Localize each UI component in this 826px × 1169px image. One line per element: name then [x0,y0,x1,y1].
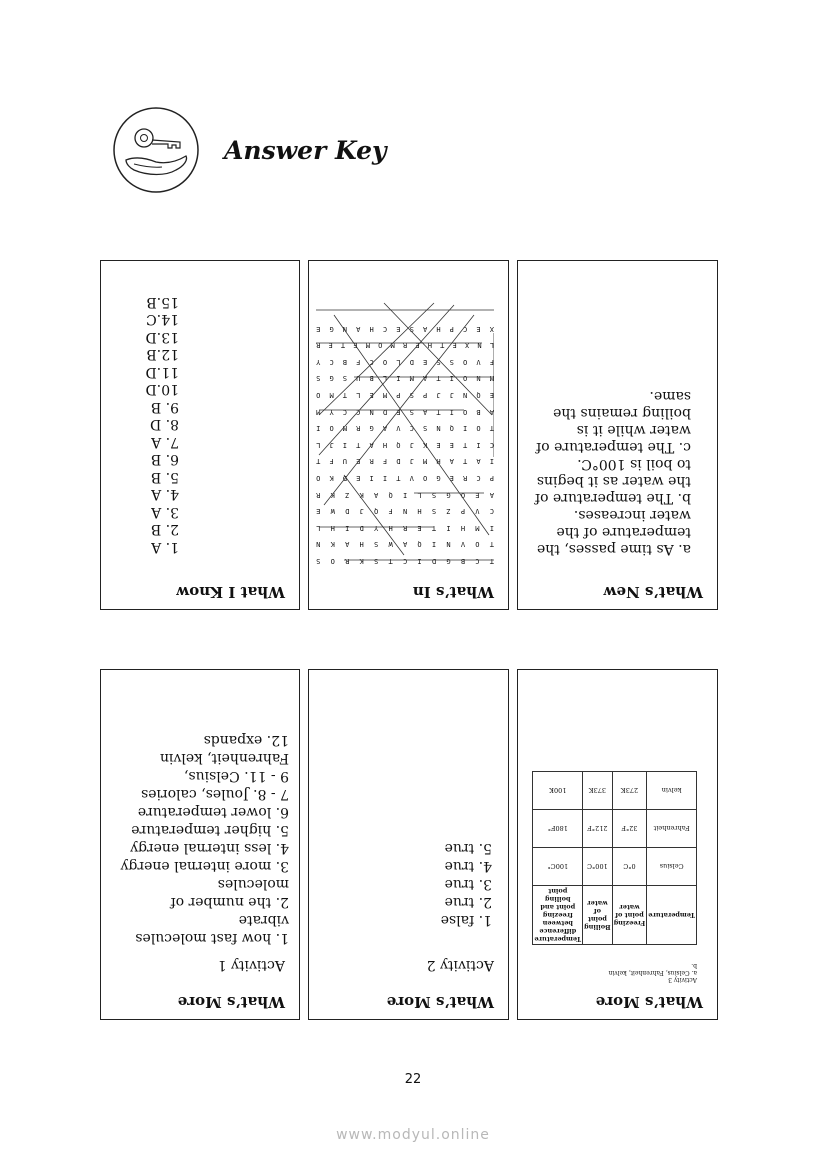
grid-letter: S [374,540,379,549]
table-header-cell: Temperature [647,886,697,945]
grid-letter: M [390,341,395,350]
grid-letter: T [431,523,437,532]
grid-letter: F [388,507,393,516]
grid-letter: Y [329,407,334,416]
grid-letter: M [316,407,321,416]
grid-letter: H [388,523,393,532]
card-whats-in [308,260,509,610]
grid-letter: I [463,424,468,433]
list-item: 9 - 11. Celsius, Fahrenheit, kelvin [159,750,289,784]
grid-letter: K [422,440,428,449]
grid-letter: H [330,523,335,532]
list-item: 3. A [151,504,179,520]
grid-letter: J [409,457,414,466]
grid-letter: R [463,474,468,483]
grid-letter: A [422,324,428,333]
grid-letter: Z [345,490,350,499]
answer-list [146,293,180,556]
grid-letter: A [402,540,408,549]
grid-letter: I [449,407,454,416]
table-cell: 212°F [583,810,613,848]
grid-letter: O [460,490,466,499]
grid-letter: G [446,490,451,499]
grid-letter: P [449,324,454,333]
grid-letter: P [489,474,494,483]
table-row [533,810,697,848]
grid-letter: T [340,341,346,350]
grid-letter: M [365,341,370,350]
answer-list [441,839,492,929]
grid-letter: D [382,407,388,416]
grid-letter: C [463,324,468,333]
grid-letter: A [476,457,481,466]
grid-letter: K [330,490,335,499]
grid-letter: S [409,407,414,416]
grid-letter: J [329,440,334,449]
grid-letter: C [489,440,494,449]
grid-letter: K [329,474,334,483]
list-item: 7 - 8. Joules, calories [141,786,289,802]
grid-letter: J [449,391,454,400]
grid-letter: A [369,440,374,449]
grid-letter: I [342,440,348,449]
grid-letter: D [345,507,350,516]
list-item: 6. B [150,451,179,468]
grid-letter: T [342,391,348,400]
grid-letter: T [388,557,393,565]
grid-letter: A [422,374,428,383]
grid-letter: T [489,424,494,433]
grid-letter: N [477,341,482,350]
activity-label: Activity 2 [426,957,494,973]
list-item: 2. true [444,894,492,910]
grid-letter: N [369,407,374,416]
list-item: 2. the number of molecules [170,876,289,910]
grid-letter: N [342,324,348,333]
table-cell: kelvin [647,772,697,810]
grid-letter: E [417,523,422,532]
grid-letter: Q [476,391,481,400]
grid-letter: C [329,357,334,366]
list-item: 15.B [146,294,179,310]
grid-letter: U [342,457,348,466]
grid-letter: H [369,324,374,333]
grid-letter: Q [388,490,393,499]
grid-letter: E [353,341,358,350]
grid-letter: O [476,424,481,433]
grid-letter: X [489,324,494,333]
grid-letter: S [431,490,437,499]
grid-letter: O [329,424,334,433]
grid-letter: E [422,357,428,366]
grid-letter: T [316,457,321,466]
grid-letter: L [356,391,361,400]
grid-letter: E [396,324,401,333]
grid-letter: N [436,424,441,433]
grid-letter: Q [417,540,422,549]
grid-letter: K [359,490,364,499]
grid-letter: I [476,440,481,449]
grid-letter: E [316,507,321,516]
grid-letter: S [409,324,414,333]
card-heading: What’s In [412,583,494,601]
grid-letter: E [356,474,361,483]
grid-letter: R [402,523,408,532]
table-row [533,772,697,810]
grid-letter: G [329,324,334,333]
table-cell: 100K [533,772,583,810]
watermark: www.modyul.online [336,1127,490,1143]
list-item: 9. B [150,399,179,415]
list-item: 11.D [145,364,179,380]
grid-letter: A [345,540,350,549]
grid-letter: E [316,324,321,333]
grid-letter: A [356,324,361,333]
grid-letter: I [369,474,374,483]
grid-letter: H [427,341,432,350]
table-row [533,886,697,945]
key-in-hand-icon [112,106,200,194]
list-item: 5. B [150,469,179,485]
grid-letter: N [476,374,481,383]
grid-letter: I [316,424,321,433]
activity-notes [608,962,697,983]
card-what-i-know [100,260,300,610]
grid-letter: E [449,474,454,483]
card-heading: What’s New [603,583,703,601]
grid-letter: L [316,440,321,449]
grid-letter: C [475,557,480,565]
grid-letter: L [382,374,388,383]
list-item: 8. D [149,416,179,433]
grid-letter: S [316,374,321,383]
grid-letter: Z [446,507,451,516]
answer-strikes [316,299,494,565]
table-cell: 100C° [533,848,583,886]
grid-letter: M [342,424,348,433]
grid-letter: Y [316,357,321,366]
grid-letter: O [378,341,383,350]
table-header-cell: Freezing point of water [612,886,647,945]
grid-letter: S [436,357,441,366]
card-whats-more-activity-2 [308,669,509,1020]
grid-letter: O [463,357,468,366]
grid-letter: D [409,357,414,366]
grid-letter: D [396,457,401,466]
grid-letter: S [342,374,348,383]
grid-letter: B [369,374,374,383]
grid-letter: L [316,523,321,532]
grid-letter: I [449,374,454,383]
grid-letter: T [396,474,401,483]
answer-list [103,731,289,947]
list-item: 4. true [444,858,492,874]
card-heading: What’s More [595,993,703,1011]
grid-letter: R [345,557,350,565]
list-item: 5. true [444,840,492,856]
grid-letter: V [476,357,481,366]
grid-letter: R [402,341,408,350]
grid-letter: L [417,490,422,499]
grid-letter: E [489,391,494,400]
grid-letter: M [382,391,388,400]
list-item: 4. less internal energy [130,840,289,856]
grid-letter: D [431,557,437,565]
grid-letter: Q [449,424,454,433]
grid-letter: S [422,424,428,433]
grid-letter: A [449,457,454,466]
grid-letter: X [464,341,470,350]
grid-letter: V [409,474,414,483]
grid-letter: E [449,440,454,449]
grid-letter: R [369,457,374,466]
card-whats-more-activity-1 [100,669,300,1020]
grid-letter: P [460,507,466,516]
grid-letter: A [489,407,494,416]
grid-letter: S [449,357,454,366]
grid-letter: H [436,324,441,333]
grid-letter: J [409,440,414,449]
grid-letter: H [359,540,364,549]
list-item: 10.D [145,381,179,398]
grid-letter: J [359,507,364,516]
grid-letter: E [476,324,481,333]
grid-letter: Q [396,440,401,449]
grid-letter: I [417,557,422,565]
grid-letter: N [446,540,451,549]
list-item: c. The temperature of water while it is boiling remains the same. [536,388,691,455]
grid-letter: R [316,490,321,499]
card-heading: What’s More [177,993,285,1011]
grid-letter: W [330,507,335,516]
grid-letter: O [382,357,388,366]
word-search-grid [316,299,494,565]
grid-letter: O [422,474,428,483]
grid-letter: S [409,391,414,400]
table-cell: 373K [583,772,613,810]
list-item: 3. more internal energy [120,858,289,874]
grid-letter: O [316,474,321,483]
list-item: 12.B [146,346,179,363]
grid-letter: I [446,523,451,532]
table-cell: 180F° [533,810,583,848]
grid-letter: W [388,540,393,549]
activity-label: Activity 3 [668,976,697,983]
grid-letter: I [489,457,494,466]
grid-letter: L [396,357,401,366]
grid-letter: A [422,407,428,416]
grid-letter: C [382,324,388,333]
list-item: 7. A [151,434,179,450]
grid-letter: T [489,557,494,565]
card-heading: What’s More [386,993,494,1011]
grid-letter: V [475,507,480,516]
table-cell: Fahrenheit [647,810,697,848]
temperature-table [532,771,697,945]
grid-letter: H [382,440,388,449]
list-item: 1. false [440,912,492,928]
grid-letter: E [436,440,441,449]
grid-letter: T [356,440,361,449]
grid-letter: C [476,474,481,483]
grid-letter: V [460,540,466,549]
table-header-cell: Temperature difference between freezing point and boiling point [534,887,582,943]
list-item: 5. higher temperature [131,822,289,838]
grid-letter: C [489,507,494,516]
card-heading: What I Know [176,583,285,601]
list-item: 3. true [444,876,492,892]
grid-letter: M [475,523,480,532]
list-item: 13.D [145,329,179,345]
grid-letter: B [460,557,466,565]
grid-letter: G [446,557,451,565]
grid-letter: N [316,540,321,549]
grid-letter: G [329,374,334,383]
grid-letter: I [431,540,437,549]
table-header-cell: Boiling point of water [583,886,613,945]
card-whats-more-activity-3 [517,669,718,1020]
line-b: b. [691,962,697,969]
grid-letter: Q [374,507,379,516]
grid-letter: C [402,557,408,565]
grid-letter: S [431,507,437,516]
grid-letter: J [436,391,441,400]
grid-letter: E [415,341,420,350]
list-item: 12. expands [203,732,289,748]
grid-letter: M [329,391,334,400]
card-whats-new [517,260,718,610]
grid-letter: T [463,440,468,449]
grid-letter: R [356,424,361,433]
grid-letter: K [359,557,364,565]
grid-letter: M [422,457,428,466]
list-item: 6. lower temperature [137,804,289,820]
grid-letter: P [422,391,428,400]
grid-letter: M [409,374,414,383]
grid-letter: O [316,391,321,400]
grid-letter: P [396,391,401,400]
grid-letter: O [463,407,468,416]
grid-letter: N [402,507,408,516]
line-a: a. Celsius, Fahrenheit, kelvin [608,969,697,976]
table-cell: 0°C [612,848,647,886]
grid-letter: B [342,357,348,366]
list-item: a. As time passes, the temperature of the water increases. [536,507,691,557]
grid-letter: F [329,457,334,466]
table-row [533,848,697,886]
grid-letter: N [463,391,468,400]
grid-letter: T [440,341,445,350]
page-number: 22 [404,1072,422,1087]
grid-letter: I [402,490,408,499]
list-item: 1. how fast molecules vibrate [135,912,289,946]
grid-letter: L [489,341,494,350]
grid-letter: F [489,357,494,366]
list-item: 4. A [151,486,179,503]
activity-label: Activity 1 [217,957,285,973]
list-item: 14.C [146,311,179,328]
grid-letter: E [356,457,361,466]
grid-letter: G [436,474,441,483]
grid-letter: T [463,457,468,466]
list-item: b. The temperature of the water as it begins to boil is 100°C. [534,456,691,506]
grid-letter: C [356,407,361,416]
grid-letter: A [382,424,388,433]
grid-letter: C [409,424,414,433]
grid-letter: O [463,374,468,383]
grid-letter: I [382,474,388,483]
grid-letter: D [342,474,348,483]
grid-letter: Y [374,523,379,532]
grid-letter: A [489,490,494,499]
table-cell: Celsius [647,848,697,886]
grid-letter: T [489,540,494,549]
table-cell: 100°C [583,848,613,886]
grid-letter: E [396,407,401,416]
page-title: Answer Key [224,136,387,165]
grid-letter: H [417,507,422,516]
table-cell: 32°F [612,810,647,848]
list-item: 2. B [150,521,179,538]
list-item: 1. A [151,539,179,555]
grid-letter: H [460,523,466,532]
grid-letter: E [328,341,333,350]
grid-letter: H [436,457,441,466]
grid-letter: R [316,341,321,350]
grid-letter: U [356,374,361,383]
grid-letter: S [316,557,321,565]
grid-letter: O [330,557,335,565]
grid-letter: D [359,523,364,532]
grid-letter: O [475,540,480,549]
grid-letter: I [396,374,401,383]
grid-letter: M [489,374,494,383]
grid-letter: S [374,557,379,565]
grid-letter: C [369,357,374,366]
grid-letter: K [330,540,335,549]
grid-letter: I [489,523,494,532]
grid-letter: B [476,407,481,416]
grid-letter: V [396,424,401,433]
grid-letter: I [345,523,350,532]
answer-list [526,387,691,557]
grid-letter: G [369,424,374,433]
table-cell: 273K [612,772,647,810]
grid-letter: F [382,457,388,466]
grid-letter: E [369,391,374,400]
grid-letter: E [475,490,480,499]
grid-letter: E [452,341,457,350]
grid-letter: T [436,374,441,383]
grid-letter: F [356,357,361,366]
grid-letter: T [436,407,441,416]
grid-letter: A [374,490,379,499]
grid-letter: C [342,407,348,416]
